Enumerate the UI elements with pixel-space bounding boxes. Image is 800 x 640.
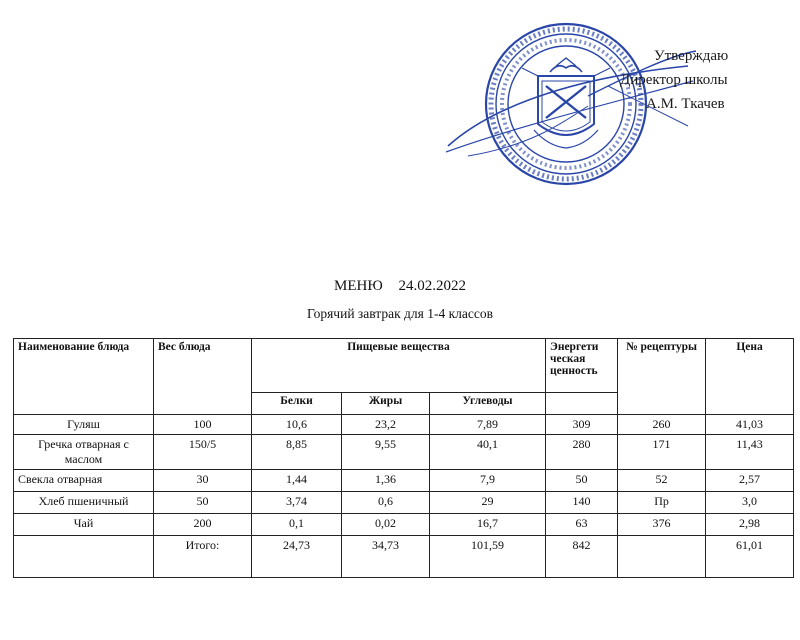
table-row [14,470,794,492]
table-row [14,514,794,536]
cell-protein: 0,1 [252,514,342,536]
cell-energy: 140 [546,492,618,514]
header-nutrients: Пищевые вещества [252,339,546,393]
header-energy: Энергети ческая ценность [546,339,618,393]
cell-carbs: 40,1 [430,435,546,470]
menu-title-word: МЕНЮ [334,278,383,294]
header-price: Цена [706,339,794,415]
approval-block [616,44,728,116]
cell-recipe: 52 [618,470,706,492]
approval-line-approve: Утверждаю [654,48,729,64]
cell-price: 3,0 [706,492,794,514]
header-recipe: № рецептуры [618,339,706,415]
header-protein: Белки [252,393,342,415]
menu-date: 24.02.2022 [398,278,466,294]
cell-name: Гречка отварная с маслом [14,435,154,470]
cell-fat: 0,6 [342,492,430,514]
page-title [0,278,800,295]
header-energy-blank [546,393,618,415]
cell-energy: 63 [546,514,618,536]
cell-total-recipe-blank [618,536,706,578]
table-header-row [14,339,794,393]
cell-price: 41,03 [706,415,794,435]
cell-energy: 309 [546,415,618,435]
cell-price: 11,43 [706,435,794,470]
cell-recipe: 376 [618,514,706,536]
cell-name: Хлеб пшеничный [14,492,154,514]
cell-carbs: 7,89 [430,415,546,435]
cell-recipe: Пр [618,492,706,514]
cell-fat: 1,36 [342,470,430,492]
cell-weight: 150/5 [154,435,252,470]
cell-recipe: 171 [618,435,706,470]
cell-recipe: 260 [618,415,706,435]
cell-carbs: 16,7 [430,514,546,536]
cell-weight: 200 [154,514,252,536]
cell-total-blank [14,536,154,578]
cell-fat: 23,2 [342,415,430,435]
cell-protein: 8,85 [252,435,342,470]
cell-total-label: Итого: [154,536,252,578]
cell-total-fat: 34,73 [342,536,430,578]
cell-total-energy: 842 [546,536,618,578]
menu-table [13,338,794,578]
cell-price: 2,98 [706,514,794,536]
cell-protein: 3,74 [252,492,342,514]
cell-protein: 1,44 [252,470,342,492]
cell-protein: 10,6 [252,415,342,435]
cell-carbs: 29 [430,492,546,514]
approval-line-position: Директор школы [620,72,728,88]
table-row [14,415,794,435]
table-row [14,492,794,514]
table-total-row [14,536,794,578]
cell-fat: 9,55 [342,435,430,470]
header-weight: Вес блюда [154,339,252,415]
menu-subtitle: Горячий завтрак для 1-4 классов [306,306,493,321]
cell-total-protein: 24,73 [252,536,342,578]
approval-line-signatory: А.М. Ткачев [646,96,725,112]
cell-name: Гуляш [14,415,154,435]
header-fat: Жиры [342,393,430,415]
cell-energy: 280 [546,435,618,470]
cell-carbs: 7,9 [430,470,546,492]
header-name: Наименование блюда [14,339,154,415]
cell-name: Свекла отварная [14,470,154,492]
cell-price: 2,57 [706,470,794,492]
header-carbs: Углеводы [430,393,546,415]
cell-fat: 0,02 [342,514,430,536]
cell-total-carbs: 101,59 [430,536,546,578]
cell-energy: 50 [546,470,618,492]
table-row [14,435,794,470]
cell-total-price: 61,01 [706,536,794,578]
cell-weight: 50 [154,492,252,514]
cell-weight: 100 [154,415,252,435]
cell-name: Чай [14,514,154,536]
cell-weight: 30 [154,470,252,492]
